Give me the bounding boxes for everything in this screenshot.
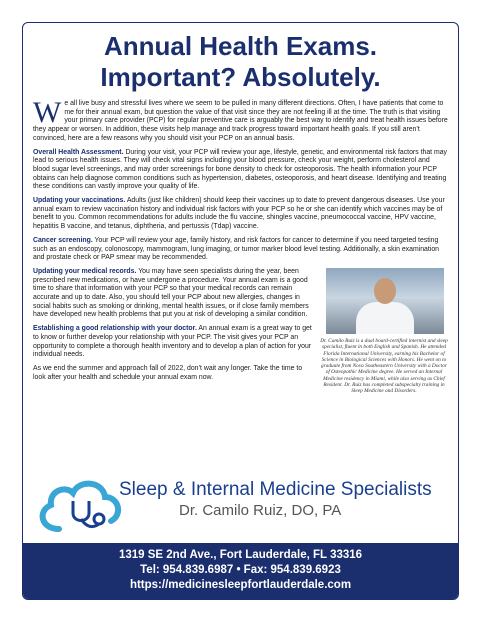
section-text: Your PCP will review your age, family history, and risk factors for cancer to determine if you need targeted testing such as an endoscopy, colonoscopy, mammogram, lung imaging, or tumor marker blood level testing. Additionally, a skin examination and prostate check or PAP smear may be recommended. xyxy=(33,236,439,262)
photo-face xyxy=(374,278,396,304)
brand-name: Sleep & Internal Medicine Specialists xyxy=(119,479,432,500)
section-overall xyxy=(33,149,448,193)
section-text: During your visit, your PCP will review your age, lifestyle, genetic, and environmental risk factors that may lead to serious health issues. They will check vital signs including your blood pressure, check your weight, perform cholesterol and blood sugar level screenings, and may order screenings for bone density to check for osteoporosis. The health information your PCP obtains can help diagnose common conditions such as hypertension, diabetes, osteoporosis, and heart disease. Identifying and treating these conditions can vastly improve your quality of life. xyxy=(33,148,448,191)
footer-phones: Tel: 954.839.6987 • Fax: 954.839.6923 xyxy=(140,564,341,576)
section-closing xyxy=(33,365,312,382)
section-heading: Cancer screening. xyxy=(33,236,93,244)
section-text: An annual exam is a great way to get to know or further develop your relationship with your PCP. The visit gives your PCP an opportunity to complete a thorough health inventory and to develop a plan of action for your individual needs. xyxy=(33,325,312,359)
section-heading: Overall Health Assessment. xyxy=(33,148,124,156)
doctor-bio-caption: Dr. Camilo Ruiz is a dual board-certified internist and sleep specialist, fluent in both English and Spanish. He attended Florida International University, earning his Bachelor of Science in Biological Sciences with Honors. He went on to graduate from Nova Southeastern University with a Doctor of Osteopathic Medicine degree. He served an Internal Medicine residency in Miami, while also serving as Chief Resident. Dr. Ruiz has completed subspecialty training in Sleep Medicine and Disorders. xyxy=(320,337,448,395)
section-text: Adults (just like children) should keep their vaccines up to date to prevent dangerous diseases. Use your annual exam to review vaccination history and individual risk factors with your PCP so he or she can identify which vaccines may be of benefit to you. Common recommendations for adults include the flu vaccine, shingles vaccine, pneumococcal vaccine, HPV vaccine, hepatitis B vaccine, and tetanus, diphtheria, and pertussis (Tdap) vaccine. xyxy=(33,197,445,231)
intro-paragraph xyxy=(33,96,448,144)
article-body xyxy=(23,96,458,395)
article-title xyxy=(23,31,458,93)
contact-footer xyxy=(23,543,458,599)
footer-address: 1319 SE 2nd Ave., Fort Lauderdale, FL 33316 xyxy=(118,549,363,561)
right-column xyxy=(320,268,448,395)
two-column-block xyxy=(33,268,448,395)
doctor-photo xyxy=(326,268,444,334)
section-vaccinations xyxy=(33,197,448,232)
brand-doctor: Dr. Camilo Ruiz, DO, PA xyxy=(179,502,342,519)
section-records xyxy=(33,268,312,320)
title-line-1: Annual Health Exams. xyxy=(103,31,378,61)
photo-coat xyxy=(356,302,414,334)
footer-url[interactable]: https://medicinesleepfortlauderdale.com xyxy=(129,579,352,591)
section-heading: Updating your vaccinations. xyxy=(33,197,126,205)
brand-block xyxy=(119,479,432,521)
section-relationship xyxy=(33,325,312,360)
left-column xyxy=(33,268,312,395)
section-heading: Updating your medical records. xyxy=(33,267,137,275)
title-line-2: Important? Absolutely. xyxy=(100,62,381,92)
section-text: As we end the summer and approach fall of 2022, don’t wait any longer. Take the time to look after your health and schedule your annual exam now. xyxy=(33,364,303,381)
drop-cap: W xyxy=(33,96,62,129)
section-cancer xyxy=(33,237,448,263)
article-page xyxy=(22,22,459,600)
intro-text: e all live busy and stressful lives where we seem to be pulled in many different directions. Often, I have patients that come to me for their annual exam, but question the value of that visit since they are not feeling ill at the time. The truth is that visiting your primary care provider (PCP) for regular preventive care is arguably the best way to identify and treat health issues before they appear or worsen. In addition, these visits help manage and track progress toward important health goals. If you still aren’t convinced, here are a few reasons why you should visit your PCP on an annual basis. xyxy=(33,100,448,142)
section-heading: Establishing a good relationship with your doctor. xyxy=(33,325,197,333)
section-text: You may have seen specialists during the year, been prescribed new medications, or have undergone a procedure. Your annual exam is a good time to share that information with your PCP so that your medical records can remain accurate and up to date. Also, you should tell your PCP about new allergies, changes in social habits such as smoking or drinking, mental health issues, or if close family members have developed new health problems that put you at risk of developing a similar condition. xyxy=(33,267,309,319)
